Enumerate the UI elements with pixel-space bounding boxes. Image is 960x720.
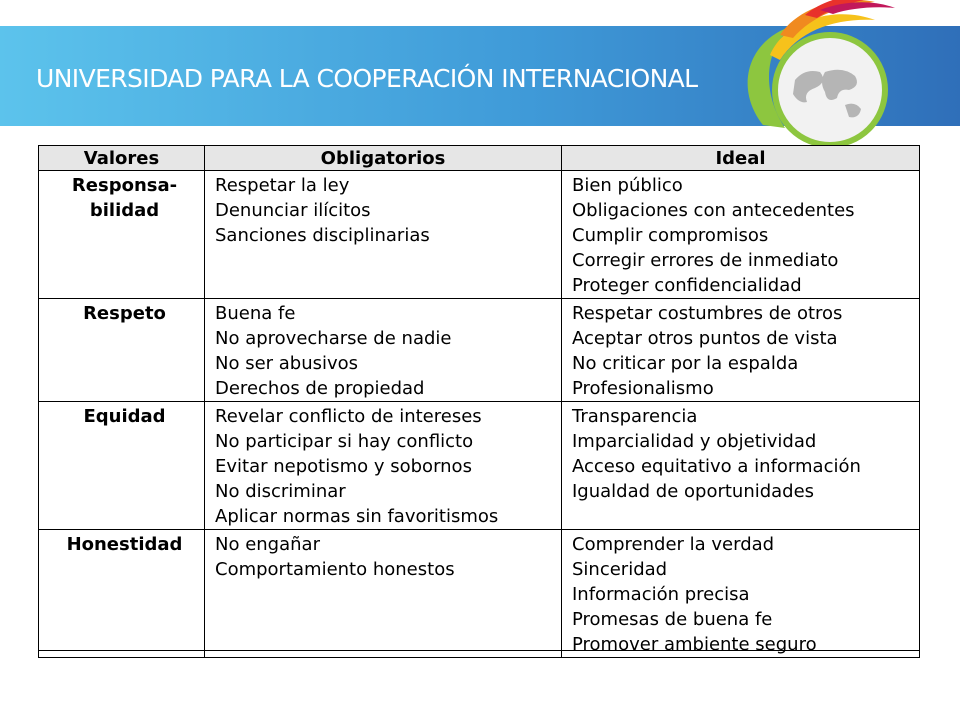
list-item: Acceso equitativo a información xyxy=(572,456,861,477)
values-table xyxy=(38,145,920,658)
table-row xyxy=(39,171,920,299)
list-item: Derechos de propiedad xyxy=(215,378,425,399)
list-item: No criticar por la espalda xyxy=(572,353,799,374)
page-title: UNIVERSIDAD PARA LA COOPERACIÓN INTERNACIONAL xyxy=(36,64,698,93)
list-item: Proteger confidencialidad xyxy=(572,275,802,296)
list-item: Evitar nepotismo y sobornos xyxy=(215,456,472,477)
ideal-cell xyxy=(562,171,920,299)
header-valores: Valores xyxy=(39,146,205,171)
list-item: Promesas de buena fe xyxy=(572,609,773,630)
list-item: Corregir errores de inmediato xyxy=(572,250,839,271)
ideal-cell xyxy=(562,530,920,658)
list-item: Obligaciones con antecedentes xyxy=(572,200,855,221)
value-category: Responsa- bilidad xyxy=(39,171,205,299)
table-row xyxy=(39,530,920,658)
table-row xyxy=(39,402,920,530)
list-item: Imparcialidad y objetividad xyxy=(572,431,817,452)
list-item: Bien público xyxy=(572,175,683,196)
obligatorios-cell xyxy=(205,402,562,530)
list-item: Comprender la verdad xyxy=(572,534,775,555)
list-item: Revelar conflicto de intereses xyxy=(215,406,482,427)
list-item: No aprovecharse de nadie xyxy=(215,328,452,349)
list-item: Respetar costumbres de otros xyxy=(572,303,843,324)
list-item: Comportamiento honestos xyxy=(215,559,455,580)
list-item: Denunciar ilícitos xyxy=(215,200,371,221)
list-item: Transparencia xyxy=(572,406,698,427)
value-category: Respeto xyxy=(39,299,205,402)
list-item: Información precisa xyxy=(572,584,750,605)
list-item: Sanciones disciplinarias xyxy=(215,225,430,246)
list-item: Buena fe xyxy=(215,303,296,324)
university-logo-icon xyxy=(725,0,925,150)
obligatorios-cell xyxy=(205,299,562,402)
header-ideal: Ideal xyxy=(562,146,920,171)
footnote-divider xyxy=(38,650,919,651)
table-row xyxy=(39,299,920,402)
table-header-row xyxy=(39,146,920,171)
obligatorios-cell xyxy=(205,530,562,658)
list-item: Profesionalismo xyxy=(572,378,714,399)
list-item: Aplicar normas sin favoritismos xyxy=(215,506,499,527)
list-item: Igualdad de oportunidades xyxy=(572,481,815,502)
value-category: Honestidad xyxy=(39,530,205,658)
obligatorios-cell xyxy=(205,171,562,299)
header-obligatorios: Obligatorios xyxy=(205,146,562,171)
list-item: No participar si hay conflicto xyxy=(215,431,474,452)
list-item: No engañar xyxy=(215,534,320,555)
list-item: Cumplir compromisos xyxy=(572,225,769,246)
value-category: Equidad xyxy=(39,402,205,530)
list-item: No discriminar xyxy=(215,481,346,502)
list-item: No ser abusivos xyxy=(215,353,359,374)
list-item: Promover ambiente seguro xyxy=(572,634,817,655)
list-item: Sinceridad xyxy=(572,559,668,580)
list-item: Aceptar otros puntos de vista xyxy=(572,328,838,349)
ideal-cell xyxy=(562,299,920,402)
ideal-cell xyxy=(562,402,920,530)
list-item: Respetar la ley xyxy=(215,175,350,196)
